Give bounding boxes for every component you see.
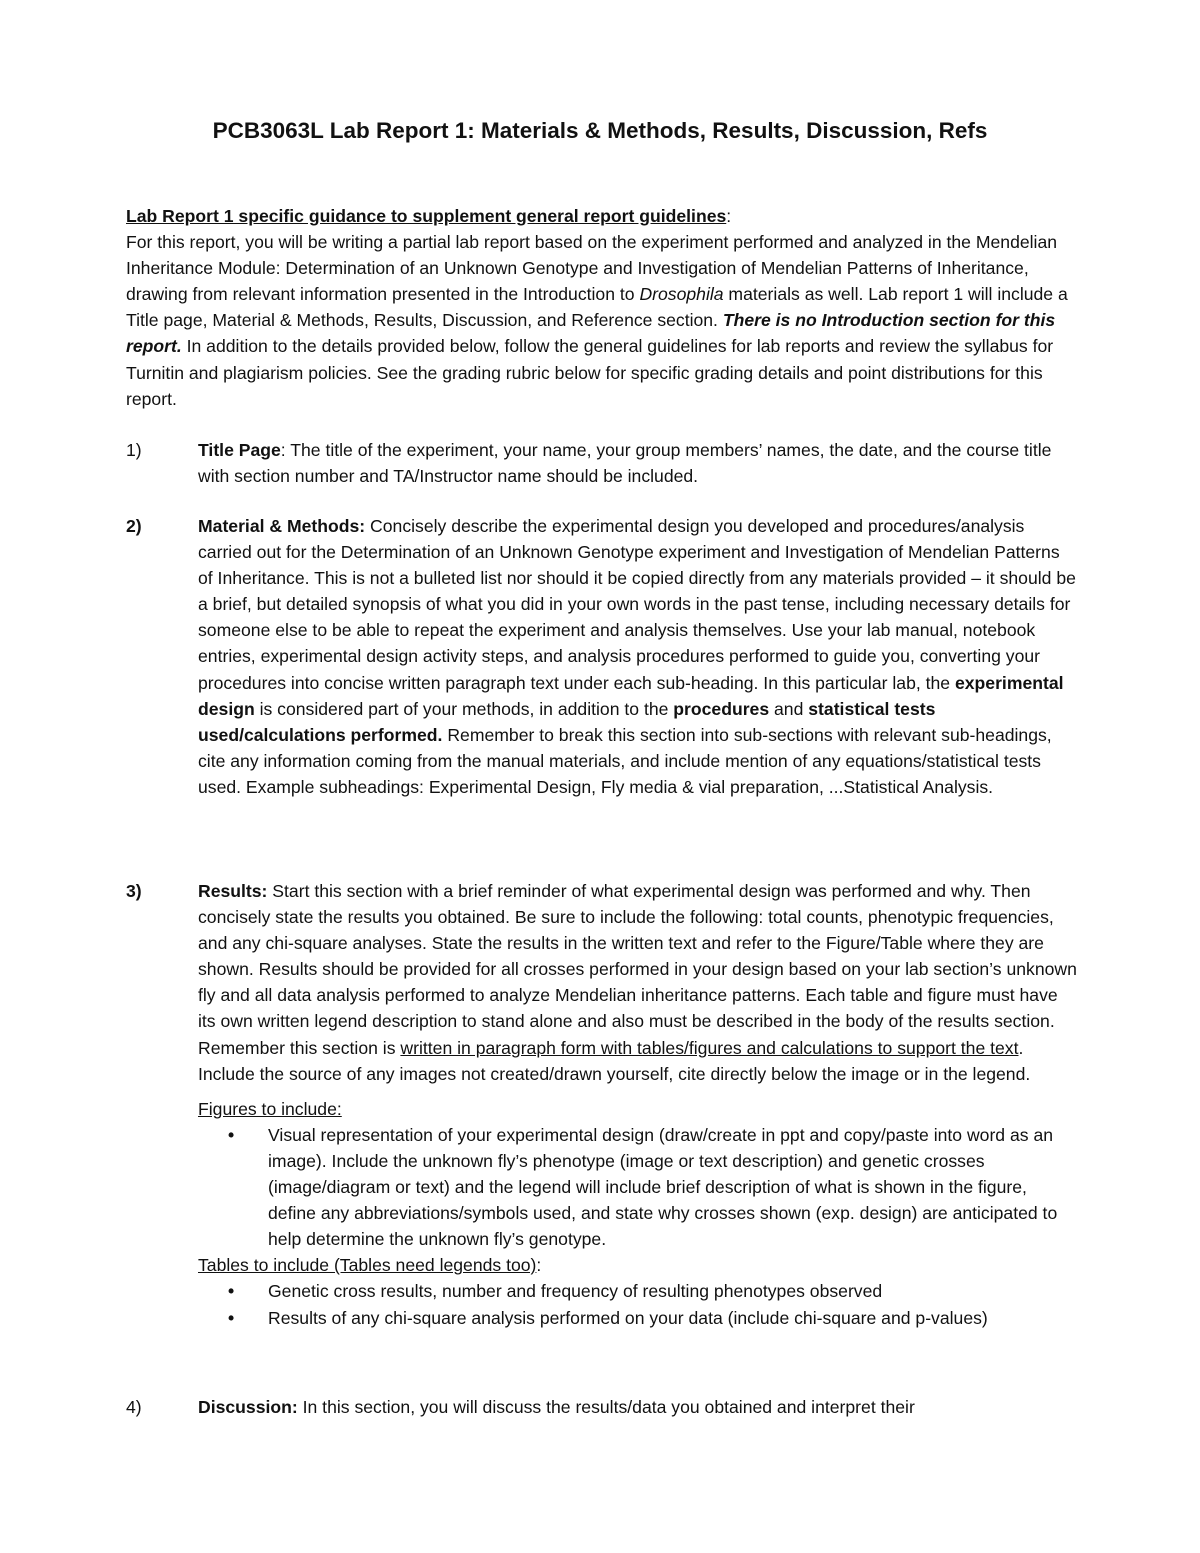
section-discussion [126,1394,1078,1420]
section-content [198,513,1078,800]
experimental-design-term: experimental design [198,672,1064,719]
tables-heading-colon: : [536,1255,542,1276]
guidance-heading-colon: : [726,206,732,226]
section-content [198,1394,1078,1420]
methods-text-4: Remember to break this section into sub-sections with relevant sub-headings, cite any information coming from the manual materials, and include mention of any equations/statistical tests used. Example subheadings: Experimental Design, Fly media & vial preparation, ...Statistical Analysis. [198,724,1052,797]
bullet-icon: • [228,1307,235,1328]
section-title-page [126,437,1078,489]
section-number: 4) [126,1397,142,1417]
paragraph-form-note: written in paragraph form with tables/figures and calculations to support the text [400,1037,1019,1058]
intro-text-1: For this report, you will be writing a partial lab report based on the experiment performed and analyzed in the Mendelian Inheritance Module: Determination of an Unknown Genotype and Investigation of Mendelian Patterns of Inheritance, drawing from relevant information presented in the Introduction to [126,232,1058,305]
procedures-term: procedures [673,698,770,719]
section-label: Material & Methods: [198,516,366,536]
document-title: PCB3063L Lab Report 1: Materials & Methods, Results, Discussion, Refs [212,118,988,143]
list-item [198,1305,1078,1331]
intro-text-3: In addition to the details provided below, follow the general guidelines for lab reports and review the syllabus for Turnitin and plagiarism policies. See the grading rubric below for specific grading details and point distributions for this report. [126,336,1054,409]
intro-paragraph [126,203,1078,412]
section-number: 2) [126,516,142,536]
list-item [198,1278,1078,1304]
bullet-icon: • [228,1124,235,1145]
tables-heading-line [198,1252,1078,1278]
drosophila-term: Drosophila [639,284,724,305]
section-label: Discussion: [198,1397,298,1417]
no-introduction-note: There is no Introduction section for this report. [126,310,1056,357]
tables-heading: Tables to include (Tables need legends too) [198,1255,537,1276]
statistical-tests-term: statistical tests used/calculations performed. [198,698,936,745]
section-number: 1) [126,440,142,460]
methods-text-2: is considered part of your methods, in addition to the [254,698,674,719]
results-text-1: Start this section with a brief reminder of what experimental design was performed and why. Then concisely state the results you obtained. Be sure to include the following: total counts, phenotypic frequencies, and any chi-square analyses. State the results in the written text and refer to the Figure/Table where they are shown. Results should be provided for all crosses performed in your design based on your lab section’s unknown fly and all data analysis performed to analyze Mendelian inheritance patterns. Each table and figure must have its own written legend description to stand alone and also must be described in the body of the results section. Remember this section is [198,881,1077,1058]
bullet-icon: • [228,1281,235,1302]
list-item-text: Genetic cross results, number and frequency of resulting phenotypes observed [268,1281,883,1302]
section-results [126,878,1078,1331]
results-text-2: . Include the source of any images not created/drawn yourself, cite directly below the image or in the legend. [198,1037,1031,1084]
methods-text-3: and [769,698,809,719]
section-content [198,878,1078,1331]
section-label: Title Page [198,440,281,460]
results-paragraph [198,878,1078,1087]
intro-text-2: materials as well. Lab report 1 will include a Title page, Material & Methods, Results, Discussion, and Reference section. [126,284,1068,331]
section-content [198,437,1078,489]
list-item [198,1122,1078,1252]
figures-heading: Figures to include: [198,1098,342,1119]
methods-text-1: Concisely describe the experimental design you developed and procedures/analysis carried out for the Determination of an Unknown Genotype experiment and Investigation of Mendelian Patterns of Inheritance. This is not a bulleted list nor should it be copied directly from any materials provided – it should be a brief, but detailed synopsis of what you did in your own words in the past tense, including necessary details for someone else to be able to repeat the experiment and analysis themselves. Use your lab manual, notebook entries, experimental design activity steps, and analysis procedures performed to guide you, converting your procedures into concise written paragraph text under each sub-heading. In this particular lab, the [198,516,1076,693]
section-materials-methods [126,513,1078,800]
section-text: In this section, you will discuss the results/data you obtained and interpret their [297,1397,915,1417]
list-item-text: Visual representation of your experimental design (draw/create in ppt and copy/paste into word as an image). Include the unknown fly’s phenotype (image or text description) and genetic crosses (image/diagram or text) and the legend will include brief description of what is shown in the figure, define any abbreviations/symbols used, and state why crosses shown (exp. design) are anticipated to help determine the unknown fly’s genotype. [268,1124,1058,1250]
section-label: Results: [198,881,268,901]
list-item-text: Results of any chi-square analysis performed on your data (include chi-square and p-values) [268,1307,988,1328]
section-number: 3) [126,881,142,901]
figures-list [198,1122,1078,1252]
guidance-heading: Lab Report 1 specific guidance to supplement general report guidelines [126,206,727,226]
tables-list [198,1278,1078,1330]
section-text: : The title of the experiment, your name, your group members’ names, the date, and the course title with section number and TA/Instructor name should be included. [198,440,1052,487]
